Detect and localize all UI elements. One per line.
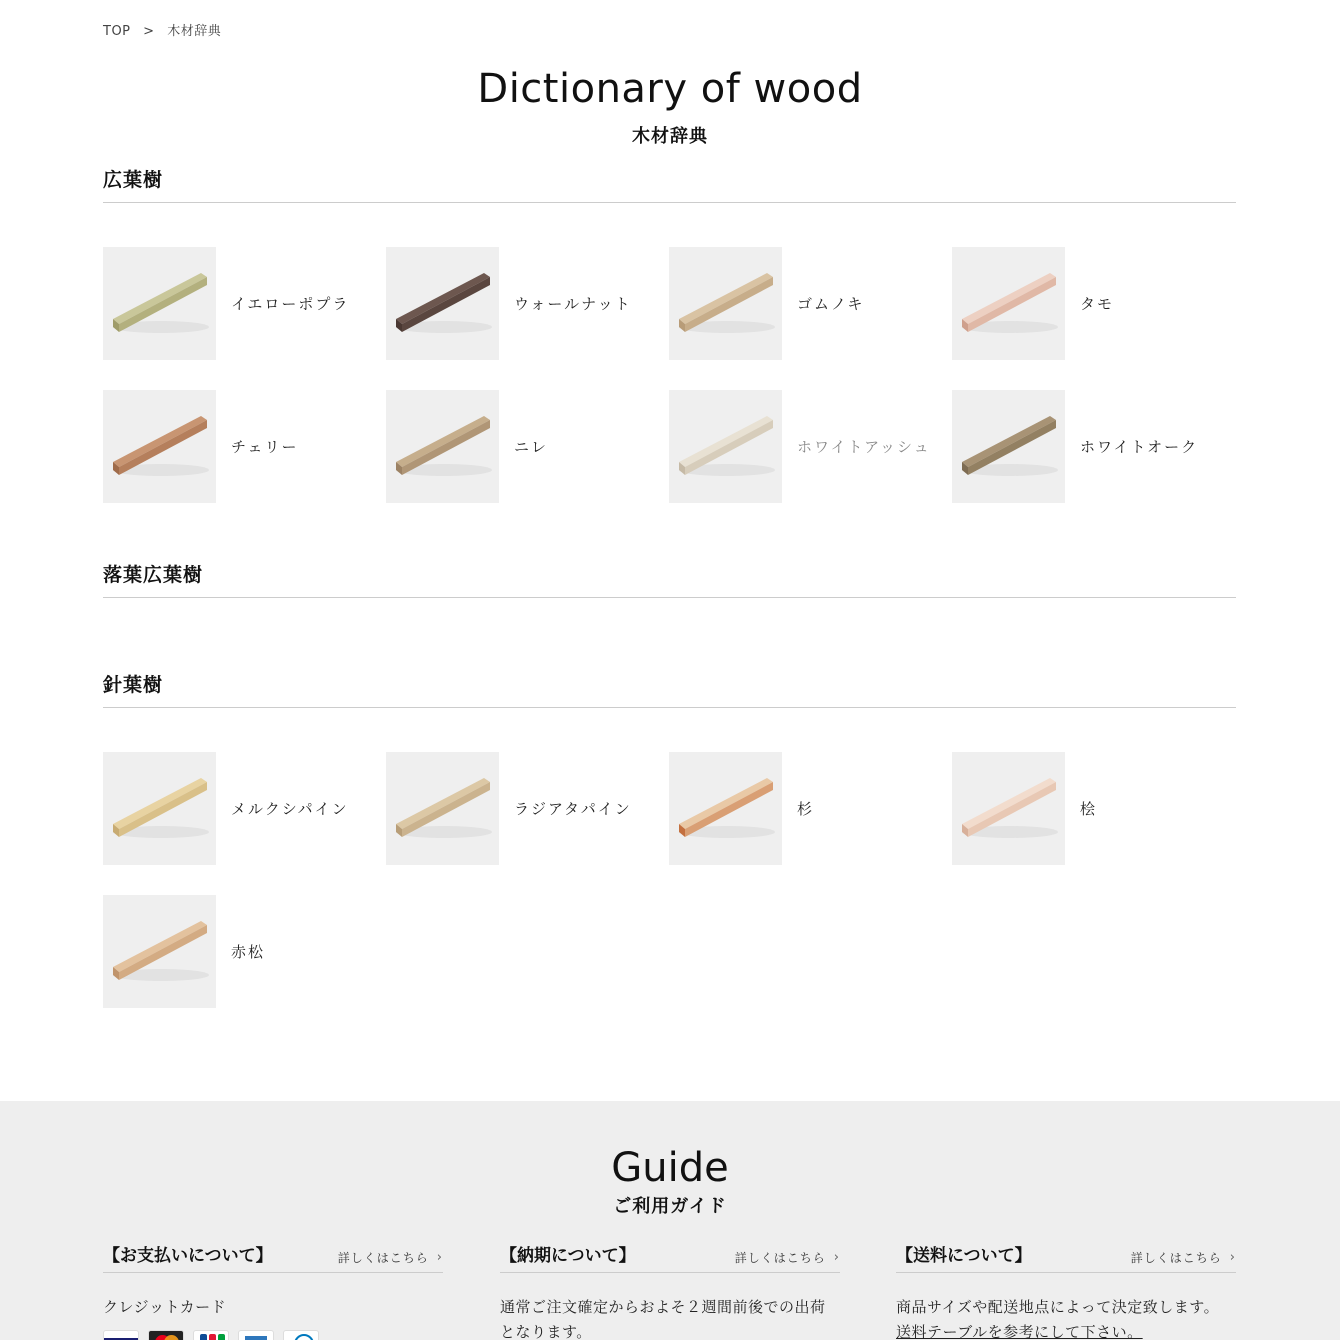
- wood-item[interactable]: [103, 895, 386, 1008]
- wood-board-image: [669, 752, 782, 865]
- guide-title: Guide: [611, 1145, 729, 1191]
- visa-card-icon: [103, 1330, 139, 1340]
- wood-thumbnail: [103, 390, 216, 503]
- wood-thumbnail: [952, 752, 1065, 865]
- wood-board-image: [952, 752, 1065, 865]
- chevron-right-icon: ›: [1229, 1250, 1236, 1265]
- guide-shipping-text: 商品サイズや配送地点によって決定致します。 送料テーブルを参考にして下さい。: [896, 1298, 1220, 1340]
- wood-item[interactable]: [103, 752, 386, 865]
- diners-card-icon: [283, 1330, 319, 1340]
- amex-card-icon: [238, 1330, 274, 1340]
- wood-board-image: [952, 390, 1065, 503]
- wood-label: ホワイトオーク: [1080, 438, 1199, 456]
- wood-item[interactable]: [669, 752, 952, 865]
- wood-item[interactable]: [103, 390, 386, 503]
- guide-shipping-title: 【送料について】: [896, 1246, 1032, 1266]
- breadcrumb: [103, 20, 221, 39]
- breadcrumb-top-link[interactable]: TOP: [103, 24, 131, 39]
- guide-payment: [103, 1241, 443, 1340]
- wood-label: メルクシパイン: [231, 800, 349, 818]
- chevron-right-icon: ›: [833, 1250, 840, 1265]
- breadcrumb-separator: >: [143, 24, 155, 39]
- wood-item[interactable]: [103, 247, 386, 360]
- guide-payment-more-link[interactable]: 詳しくはこちら ›: [337, 1250, 443, 1265]
- page-subtitle: 木材辞典: [632, 126, 708, 147]
- credit-card-logos: [103, 1330, 443, 1340]
- wood-board-image: [103, 752, 216, 865]
- guide-delivery-text: 通常ご注文確定からおよそ２週間前後での出荷となります。: [500, 1298, 826, 1340]
- guide-delivery-title: 【納期について】: [500, 1246, 636, 1266]
- wood-board-image: [386, 752, 499, 865]
- wood-thumbnail: [103, 895, 216, 1008]
- wood-item[interactable]: [386, 390, 669, 503]
- wood-board-image: [103, 247, 216, 360]
- guide-payment-title: 【お支払いについて】: [103, 1246, 273, 1266]
- wood-thumbnail: [386, 390, 499, 503]
- wood-label: 杉: [797, 800, 815, 818]
- shipping-table-link[interactable]: 送料テーブルを参考にして下さい。: [896, 1323, 1143, 1340]
- wood-board-image: [386, 247, 499, 360]
- wood-label: ウォールナット: [514, 295, 632, 313]
- section-heading-hardwood: 広葉樹: [103, 165, 1236, 203]
- wood-board-image: [103, 390, 216, 503]
- breadcrumb-current: 木材辞典: [167, 24, 222, 39]
- guide-delivery-more-link[interactable]: 詳しくはこちら ›: [734, 1250, 840, 1265]
- wood-grid-softwood: [103, 752, 1236, 1008]
- wood-label: イエローポプラ: [231, 295, 350, 313]
- wood-item[interactable]: [386, 752, 669, 865]
- guide-payment-text: クレジットカード: [103, 1298, 227, 1316]
- wood-label: ニレ: [514, 438, 549, 456]
- wood-item[interactable]: [952, 247, 1235, 360]
- chevron-right-icon: ›: [436, 1250, 443, 1265]
- guide-footer: [0, 1101, 1340, 1340]
- jcb-card-icon: [193, 1330, 229, 1340]
- guide-shipping: [896, 1241, 1236, 1340]
- wood-thumbnail: [952, 247, 1065, 360]
- guide-shipping-more-link[interactable]: 詳しくはこちら ›: [1130, 1250, 1236, 1265]
- wood-grid-hardwood: [103, 247, 1236, 503]
- wood-item[interactable]: [386, 247, 669, 360]
- wood-thumbnail: [103, 752, 216, 865]
- wood-label: 桧: [1080, 800, 1098, 818]
- wood-board-image: [669, 390, 782, 503]
- wood-board-image: [386, 390, 499, 503]
- page-title: Dictionary of wood: [477, 66, 863, 112]
- guide-delivery: [500, 1241, 840, 1340]
- guide-subtitle: ご利用ガイド: [613, 1196, 727, 1217]
- wood-label: チェリー: [231, 438, 299, 456]
- wood-item[interactable]: [669, 247, 952, 360]
- section-heading-deciduous: 落葉広葉樹: [103, 560, 1236, 598]
- wood-board-image: [103, 895, 216, 1008]
- wood-thumbnail: [952, 390, 1065, 503]
- wood-label: ラジアタパイン: [514, 800, 632, 818]
- wood-thumbnail: [103, 247, 216, 360]
- wood-board-image: [669, 247, 782, 360]
- wood-thumbnail: [669, 390, 782, 503]
- section-heading-softwood: 針葉樹: [103, 670, 1236, 708]
- wood-thumbnail: [386, 752, 499, 865]
- wood-item[interactable]: [952, 390, 1235, 503]
- wood-label: 赤松: [231, 943, 266, 961]
- wood-label: タモ: [1080, 295, 1115, 313]
- wood-item[interactable]: [952, 752, 1235, 865]
- wood-thumbnail: [669, 247, 782, 360]
- mastercard-icon: [148, 1330, 184, 1340]
- wood-item[interactable]: [669, 390, 952, 503]
- wood-board-image: [952, 247, 1065, 360]
- wood-thumbnail: [669, 752, 782, 865]
- wood-thumbnail: [386, 247, 499, 360]
- wood-label: ホワイトアッシュ: [797, 438, 931, 456]
- wood-label: ゴムノキ: [797, 295, 865, 313]
